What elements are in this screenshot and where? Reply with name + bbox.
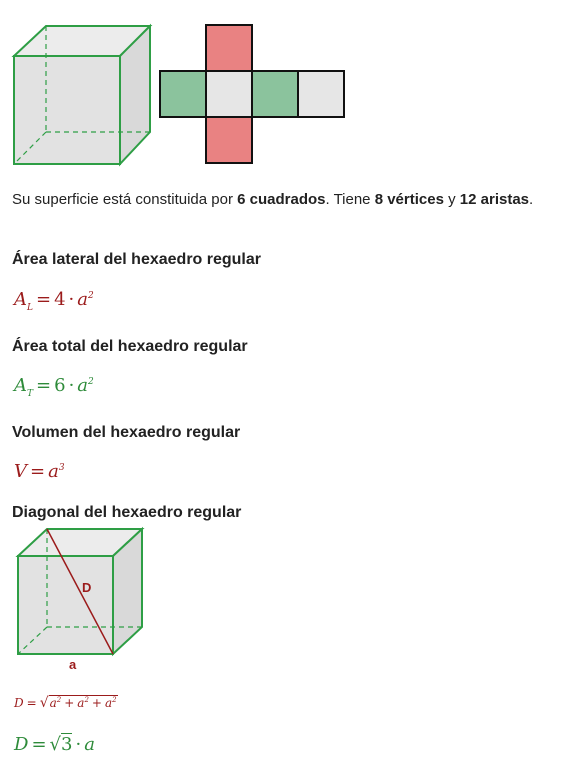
net-face-back <box>298 71 344 117</box>
formula-lhs: V <box>14 461 27 482</box>
intro-text-1: Su superficie está constituida por <box>12 191 238 208</box>
formula-subscript: L <box>27 303 33 313</box>
intro-paragraph <box>12 191 533 208</box>
formula-lhs: A <box>14 289 27 310</box>
formula-variable: a <box>77 289 88 310</box>
radicand-exponent: 2 <box>84 696 89 704</box>
diagonal-label-d: D <box>82 580 92 595</box>
intro-text-4: . <box>529 191 534 208</box>
formula-coefficient: 4 <box>54 289 66 310</box>
intro-bold-vertices: 8 vértices <box>374 191 444 208</box>
formula-volume: $V = a^3$ <box>14 461 65 482</box>
intro-text-2: . Tiene <box>325 191 375 208</box>
formula-variable: a <box>84 734 95 755</box>
formula-variable: a <box>48 461 59 482</box>
net-face-top <box>206 25 252 71</box>
edge-label-a: a <box>69 657 77 672</box>
formula-lhs: D <box>14 696 24 710</box>
radicand: $a^2 + a^2 + a^2$ <box>49 696 117 710</box>
net-face-bottom <box>206 117 252 163</box>
formula-lhs: D <box>14 734 29 755</box>
net-face-center <box>206 71 252 117</box>
heading-volume: Volumen del hexaedro regular <box>12 424 241 441</box>
heading-diagonal: Diagonal del hexaedro regular <box>12 504 242 521</box>
radicand-exponent: 2 <box>112 696 117 704</box>
formula-diagonal-simplified: D = √3 · a <box>14 734 95 755</box>
formula-coefficient: 6 <box>54 375 66 396</box>
formula-variable: a <box>77 375 89 396</box>
formula-total-area: $A_T = 6 \cdot a^2$ <box>14 375 94 399</box>
formula-lateral-area: $A_L = 4 \cdot a^2$ <box>14 289 94 313</box>
formula-lhs: A <box>14 375 27 396</box>
intro-bold-faces: 6 cuadrados <box>237 191 326 208</box>
heading-total-area: Área total del hexaedro regular <box>12 338 248 355</box>
formula-diagonal-expanded: $D = √a^2 + a^2 + a^2$ <box>14 695 117 711</box>
formula-exponent: 2 <box>88 291 94 301</box>
formula-exponent: 2 <box>88 377 94 387</box>
radicand-term: a <box>104 696 113 710</box>
radicand-exponent: 2 <box>56 696 62 704</box>
radicand-term: a <box>77 696 85 710</box>
intro-bold-edges: 12 aristas <box>459 191 530 208</box>
formula-exponent: 3 <box>58 463 65 473</box>
sqrt-symbol: √ <box>39 695 49 711</box>
diagonal-cube-illustration <box>16 527 166 677</box>
radicand: 3 <box>61 734 73 755</box>
intro-text-3: y <box>443 191 460 208</box>
radicand-term: a <box>49 696 57 710</box>
sqrt-symbol: √ <box>49 734 62 755</box>
formula-subscript: T <box>27 389 34 399</box>
net-face-right <box>252 71 298 117</box>
cube-illustration <box>10 24 160 174</box>
heading-lateral-area: Área lateral del hexaedro regular <box>12 251 261 268</box>
net-face-left <box>160 71 206 117</box>
cube-net <box>159 24 349 166</box>
